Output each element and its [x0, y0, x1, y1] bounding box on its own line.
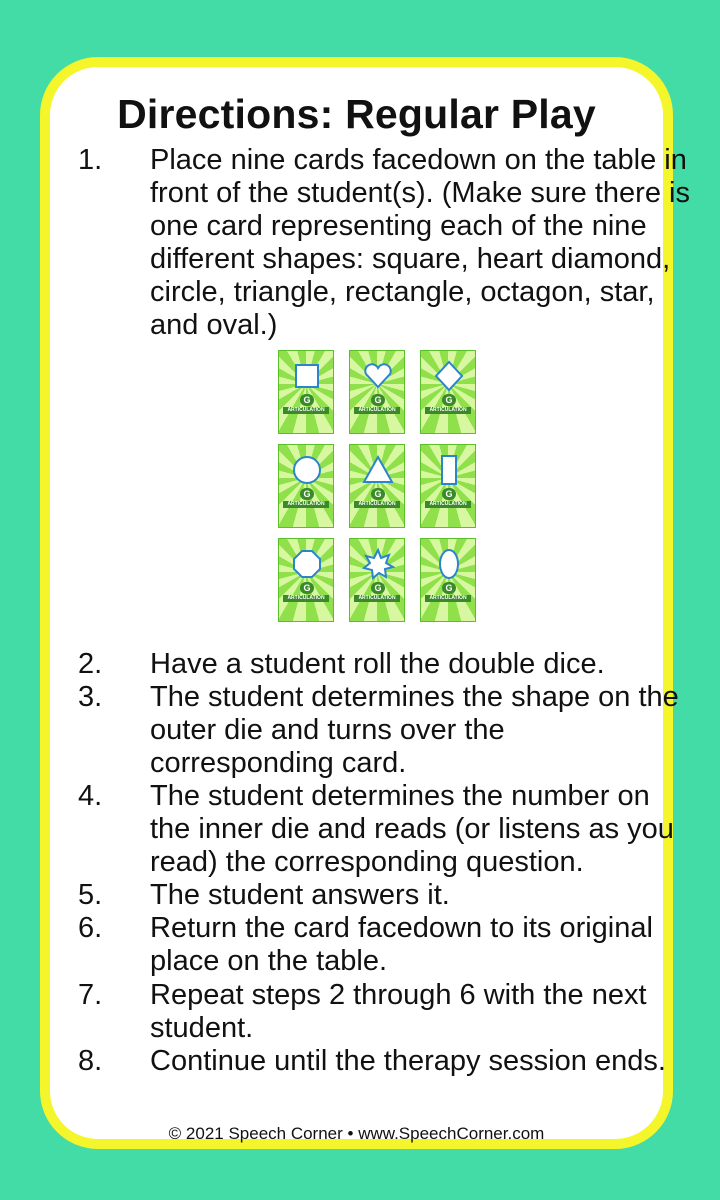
card-rectangle	[420, 444, 476, 528]
octagon-icon	[290, 547, 324, 581]
card-band: ARTICULATION	[283, 407, 329, 414]
step-text: The student determines the shape on the outer die and turns over the corresponding card.	[150, 681, 679, 779]
card-band: ARTICULATION	[425, 501, 471, 508]
card-band: ARTICULATION	[283, 595, 329, 602]
logo-letter: G	[442, 488, 456, 500]
step-text: Return the card facedown to its original place on the table.	[150, 912, 653, 977]
oval-icon	[432, 547, 466, 581]
card-circle	[278, 444, 334, 528]
square-icon	[290, 359, 324, 393]
card-octagon	[278, 538, 334, 622]
card-square	[278, 350, 334, 434]
card-star	[349, 538, 405, 622]
card-oval	[420, 538, 476, 622]
card-band: ARTICULATION	[425, 407, 471, 414]
logo-letter: G	[371, 394, 385, 406]
diamond-icon	[432, 359, 466, 393]
logo-letter: G	[442, 394, 456, 406]
step-text: Continue until the therapy session ends.	[150, 1045, 666, 1077]
step-text: The student determines the number on the inner die and reads (or listens as you read) the corresponding question.	[150, 780, 674, 878]
step-text: Place nine cards facedown on the table in front of the student(s). (Make sure there is one card representing each of the nine different shapes: square, heart diamond, circle, triangle, rectangle, octagon, star, and oval.)	[150, 144, 690, 341]
star-icon	[361, 547, 395, 581]
card-band: ARTICULATION	[354, 407, 400, 414]
directions-card	[40, 57, 690, 1149]
triangle-icon	[361, 453, 395, 487]
step-number: 7.	[78, 979, 103, 1011]
rectangle-icon	[432, 453, 466, 487]
card-triangle	[349, 444, 405, 528]
card-band: ARTICULATION	[425, 595, 471, 602]
card-heart	[349, 350, 405, 434]
step-number: 2.	[78, 648, 103, 680]
step-text: The student answers it.	[150, 879, 450, 911]
step-number: 4.	[78, 780, 103, 812]
step-number: 5.	[78, 879, 103, 911]
step-number: 8.	[78, 1045, 103, 1077]
step-text: Have a student roll the double dice.	[150, 648, 605, 680]
circle-icon	[290, 453, 324, 487]
card-band: ARTICULATION	[354, 595, 400, 602]
card-diamond	[420, 350, 476, 434]
step-number: 3.	[78, 681, 103, 713]
step-text: Repeat steps 2 through 6 with the next student.	[150, 979, 647, 1044]
heart-icon	[361, 359, 395, 393]
logo-letter: G	[300, 488, 314, 500]
copyright-footer: © 2021 Speech Corner • www.SpeechCorner.com	[168, 1124, 545, 1143]
step-number: 1.	[78, 144, 103, 176]
logo-letter: G	[371, 582, 385, 594]
card-grid	[278, 350, 476, 622]
logo-letter: G	[442, 582, 456, 594]
card-band: ARTICULATION	[283, 501, 329, 508]
logo-letter: G	[300, 394, 314, 406]
logo-letter: G	[371, 488, 385, 500]
step-number: 6.	[78, 912, 103, 944]
logo-letter: G	[300, 582, 314, 594]
page-title: Directions: Regular Play	[117, 91, 596, 137]
card-band: ARTICULATION	[354, 501, 400, 508]
